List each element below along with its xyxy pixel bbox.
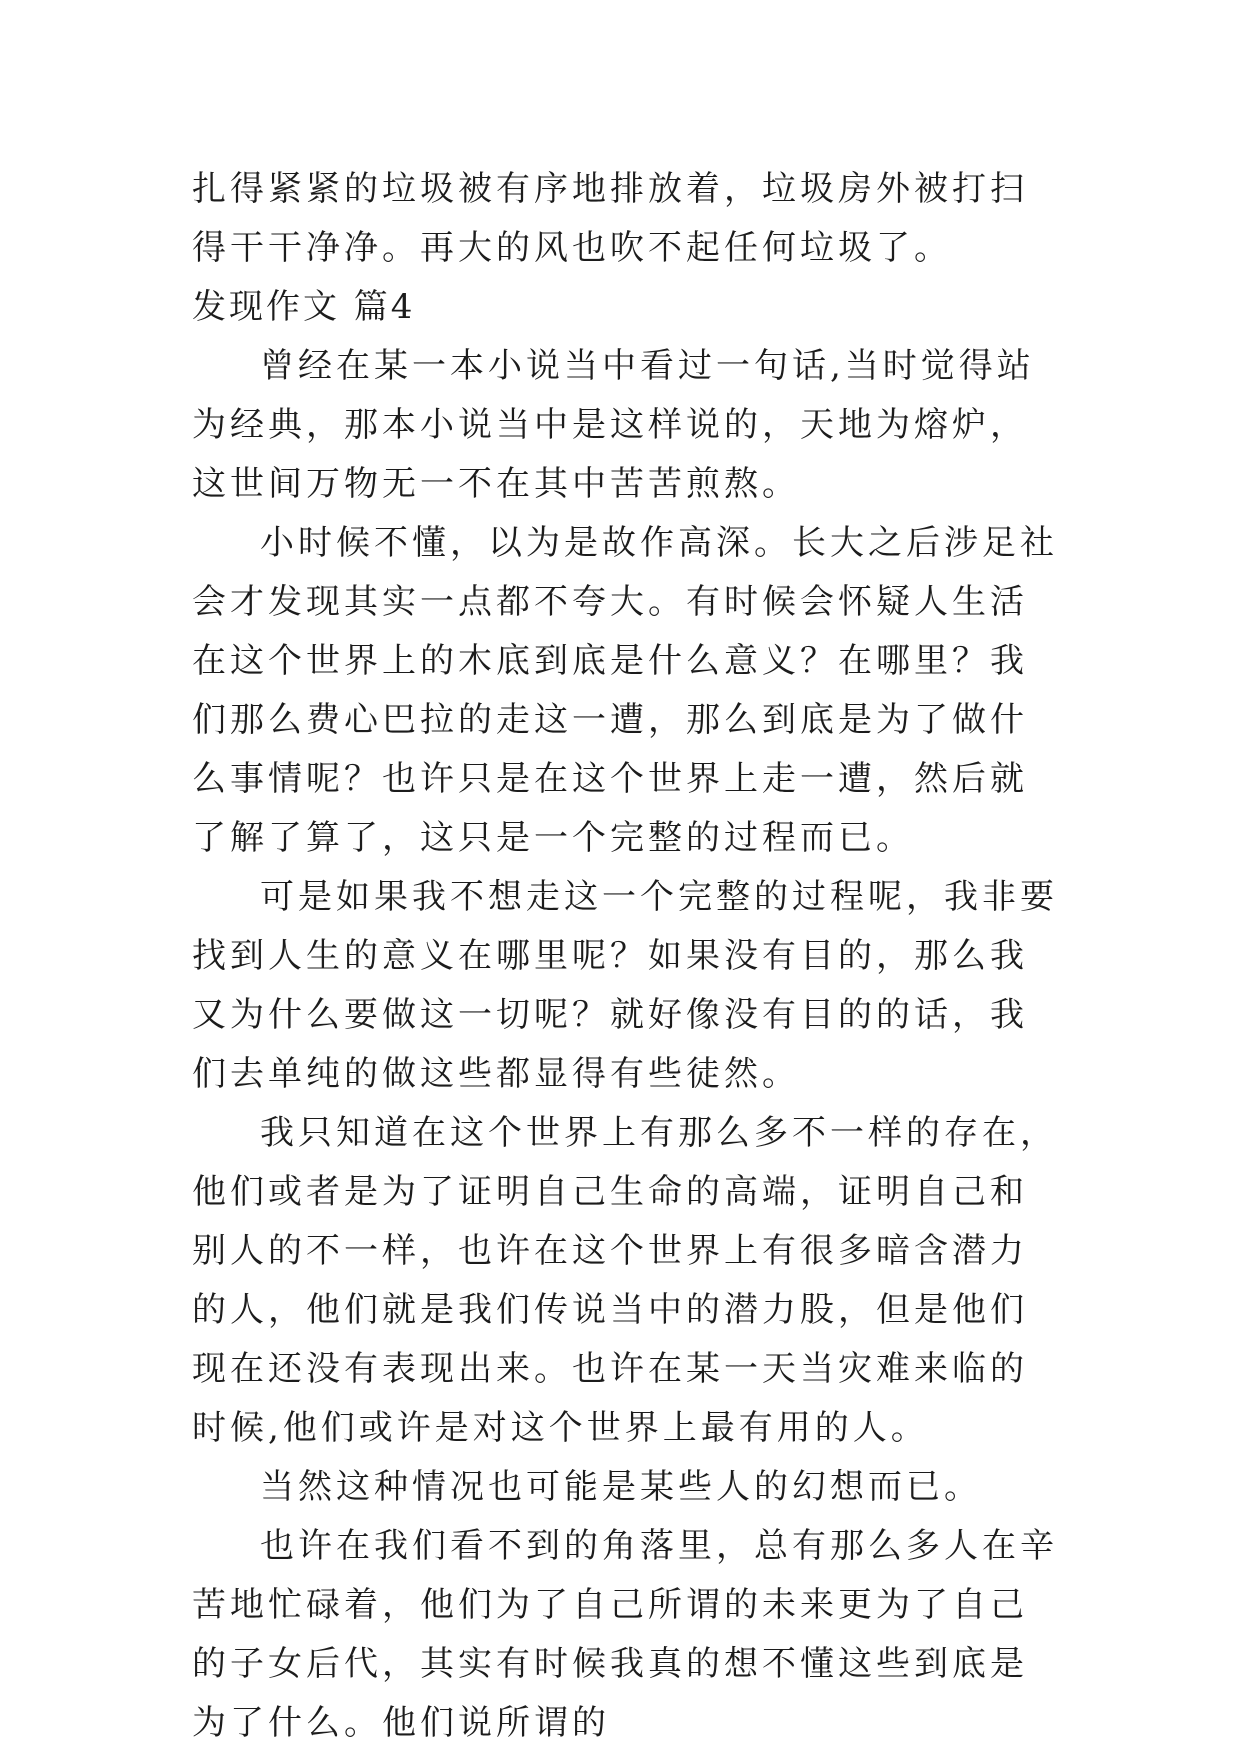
body-paragraph-1: 曾经在某一本小说当中看过一句话,当时觉得站为经典，那本小说当中是这样说的，天地为熔炉，这世间万物无一不在其中苦苦煎熬。 — [192, 346, 1035, 504]
body-paragraph-2: 小时候不懂，以为是故作高深。长大之后涉足社会才发现其实一点都不夸大。有时候会怀疑人生活在这个世界上的木底到底是什么意义？在哪里？我们那么费心巴拉的走这一遭，那么到底是为了做什么事情呢？也许只是在这个世界上走一遭，然后就了解了算了，这只是一个完整的过程而已。 — [192, 523, 1058, 858]
continuation-paragraph: 扎得紧紧的垃圾被有序地排放着，垃圾房外被打扫得干干净净。再大的风也吹不起任何垃圾了。 — [192, 169, 1028, 268]
section-heading: 发现作文 篇4 — [192, 287, 416, 327]
body-paragraph-6: 也许在我们看不到的角落里，总有那么多人在辛苦地忙碌着，他们为了自己所谓的未来更为了自己的子女后代，其实有时候我真的想不懂这些到底是为了什么。他们说所谓的 — [192, 1526, 1058, 1743]
document-body — [192, 160, 1062, 1753]
body-paragraph-4: 我只知道在这个世界上有那么多不一样的存在，他们或者是为了证明自己生命的高端，证明自己和别人的不一样，也许在这个世界上有很多暗含潜力的人，他们就是我们传说当中的潜力股，但是他们现在还没有表现出来。也许在某一天当灾难来临的时候,他们或许是对这个世界上最有用的人。 — [192, 1113, 1058, 1448]
body-paragraph-5: 当然这种情况也可能是某些人的幻想而已。 — [260, 1467, 982, 1507]
body-paragraph-3: 可是如果我不想走这一个完整的过程呢，我非要找到人生的意义在哪里呢？如果没有目的，那么我又为什么要做这一切呢？就好像没有目的的话，我们去单纯的做这些都显得有些徒然。 — [192, 877, 1058, 1094]
